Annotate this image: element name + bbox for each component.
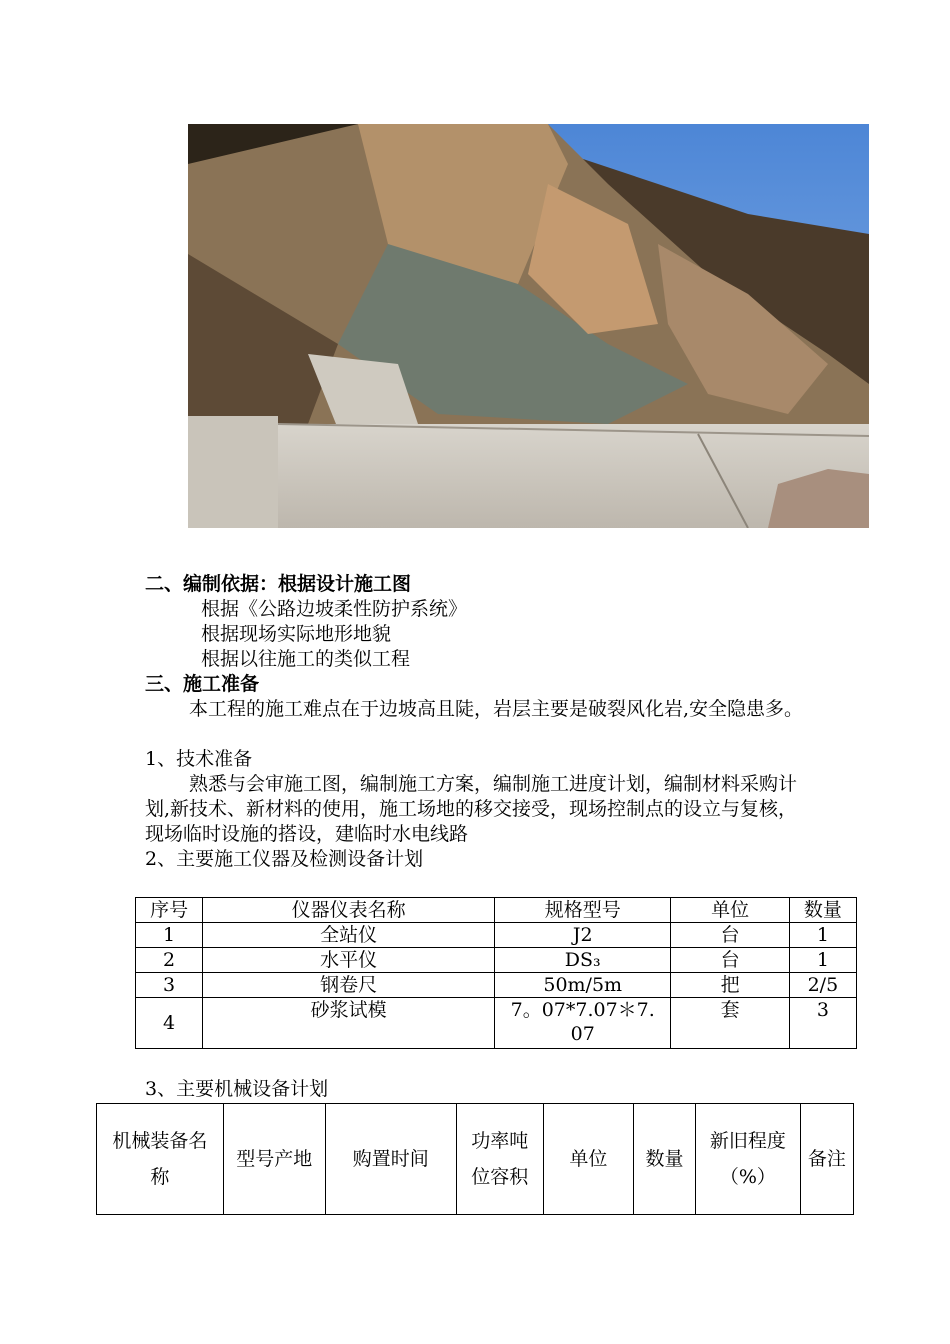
subsection-1-title: 1、技术准备: [145, 748, 253, 770]
header-cell: 机械装备名称: [97, 1104, 224, 1215]
table-cell: 台: [671, 923, 789, 948]
header-cell: 数量: [633, 1104, 695, 1215]
section-2-heading: 二、编制依据：根据设计施工图: [145, 573, 412, 595]
table-cell: DS₃: [494, 948, 670, 973]
table-cell: 2: [136, 948, 203, 973]
section-3-intro: 本工程的施工难点在于边坡高且陡，岩层主要是破裂风化岩,安全隐患多。: [189, 698, 804, 720]
table-cell: 套: [671, 998, 789, 1049]
table-row: [136, 923, 857, 948]
machinery-table: [96, 1103, 854, 1215]
table-cell: 钢卷尺: [203, 973, 495, 998]
table-cell: 2/5: [789, 973, 856, 998]
table-cell: J2: [494, 923, 670, 948]
basis-item-3: 根据以往施工的类似工程: [201, 648, 411, 670]
header-cell: 单位: [671, 898, 789, 923]
header-cell: 仪器仪表名称: [203, 898, 495, 923]
section-3-heading: 三、施工准备: [145, 673, 260, 695]
header-cell: 规格型号: [494, 898, 670, 923]
header-cell: 新旧程度（%）: [695, 1104, 800, 1215]
table-cell: 台: [671, 948, 789, 973]
table-row: [136, 948, 857, 973]
instruments-table: [135, 897, 857, 1049]
table-cell: 3: [136, 973, 203, 998]
table-cell: 7。07*7.07＊7.07: [494, 998, 670, 1049]
header-cell: 功率吨位容积: [456, 1104, 543, 1215]
header-cell: 数量: [789, 898, 856, 923]
table-cell: 全站仪: [203, 923, 495, 948]
table-cell: 4: [136, 998, 203, 1049]
subsection-1-text: 熟悉与会审施工图，编制施工方案，编制施工进度计划，编制材料采购计划,新技术、新材料的使用，施工场地的移交接受，现场控制点的设立与复核，现场临时设施的搭设，建临时水电线路: [145, 773, 798, 845]
table-cell: 50m/5m: [494, 973, 670, 998]
table-row: [136, 998, 857, 1049]
header-cell: 备注: [800, 1104, 853, 1215]
table-row: [136, 973, 857, 998]
subsection-2-title: 2、主要施工仪器及检测设备计划: [145, 848, 424, 870]
table-cell: 1: [789, 923, 856, 948]
table-cell: 把: [671, 973, 789, 998]
table-header-row: [97, 1104, 854, 1215]
table-cell: 砂浆试模: [203, 998, 495, 1049]
basis-item-2: 根据现场实际地形地貌: [201, 623, 392, 645]
table-header-row: [136, 898, 857, 923]
header-cell: 购置时间: [325, 1104, 456, 1215]
table-cell: 1: [789, 948, 856, 973]
basis-item-1: 根据《公路边坡柔性防护系统》: [201, 598, 468, 620]
subsection-3-title: 3、主要机械设备计划: [145, 1078, 329, 1100]
rock-slope-photo: [188, 124, 869, 528]
header-cell: 型号产地: [223, 1104, 325, 1215]
table-cell: 3: [789, 998, 856, 1049]
table-cell: 1: [136, 923, 203, 948]
header-cell: 序号: [136, 898, 203, 923]
table-cell: 水平仪: [203, 948, 495, 973]
header-cell: 单位: [543, 1104, 633, 1215]
